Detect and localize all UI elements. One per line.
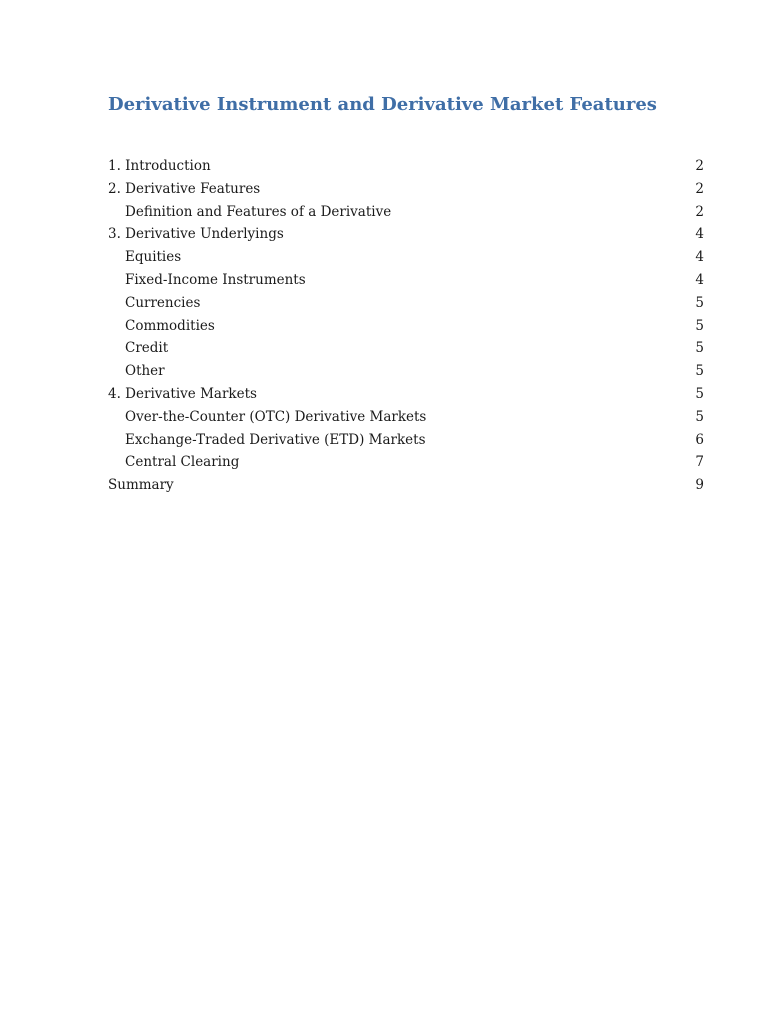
toc-entry-other[interactable]	[108, 360, 704, 383]
toc-entry-label: Over-the-Counter (OTC) Derivative Markets	[125, 408, 427, 425]
toc-entry-label: 3. Derivative Underlyings	[108, 226, 284, 243]
toc-entry-page: 2	[695, 203, 704, 220]
toc-entry-page: 5	[695, 294, 704, 311]
toc-entry-equities[interactable]	[108, 246, 704, 269]
toc-entry-page: 5	[695, 317, 704, 334]
toc-entry-page: 5	[695, 408, 704, 425]
toc-entry-page: 2	[695, 180, 704, 197]
toc-entry-fixed-income-instruments[interactable]	[108, 269, 704, 292]
toc-entry-page: 7	[695, 454, 704, 471]
toc-entry-central-clearing[interactable]	[108, 451, 704, 474]
toc-entry-page: 4	[695, 271, 704, 288]
table-of-contents	[108, 155, 704, 497]
toc-entry-label: 2. Derivative Features	[108, 180, 261, 197]
toc-entry-page: 4	[695, 226, 704, 243]
toc-entry-currencies[interactable]	[108, 292, 704, 315]
toc-entry-label: Central Clearing	[125, 454, 240, 471]
toc-entry-label: Exchange-Traded Derivative (ETD) Markets	[125, 431, 426, 448]
toc-entry-label: Currencies	[125, 294, 201, 311]
toc-entry-derivative-markets[interactable]	[108, 383, 704, 406]
toc-entry-label: 1. Introduction	[108, 158, 211, 174]
toc-entry-page: 9	[695, 477, 704, 494]
toc-entry-page: 5	[695, 363, 704, 380]
toc-entry-label: Other	[125, 363, 165, 380]
toc-entry-page: 6	[695, 431, 704, 448]
toc-entry-credit[interactable]	[108, 337, 704, 360]
toc-entry-derivative-underlyings[interactable]	[108, 223, 704, 246]
toc-entry-label: Credit	[125, 340, 169, 357]
toc-entry-etd-markets[interactable]	[108, 429, 704, 452]
toc-entry-label: Fixed-Income Instruments	[125, 271, 306, 288]
toc-entry-derivative-features[interactable]	[108, 178, 704, 201]
toc-entry-label: Definition and Features of a Derivative	[125, 203, 392, 220]
toc-entry-label: 4. Derivative Markets	[108, 385, 257, 402]
toc-entry-otc-derivative-markets[interactable]	[108, 406, 704, 429]
toc-entry-label: Commodities	[125, 317, 215, 334]
document-title: Derivative Instrument and Derivative Market Features	[108, 94, 657, 115]
toc-entry-page: 2	[695, 158, 704, 174]
toc-entry-summary[interactable]	[108, 474, 704, 497]
toc-entry-page: 4	[695, 249, 704, 266]
toc-entry-commodities[interactable]	[108, 315, 704, 338]
toc-entry-label: Equities	[125, 249, 182, 266]
toc-entry-page: 5	[695, 340, 704, 357]
toc-entry-introduction[interactable]	[108, 155, 704, 178]
toc-entry-page: 5	[695, 385, 704, 402]
toc-entry-definition-and-features[interactable]	[108, 201, 704, 224]
toc-entry-label: Summary	[108, 477, 174, 494]
